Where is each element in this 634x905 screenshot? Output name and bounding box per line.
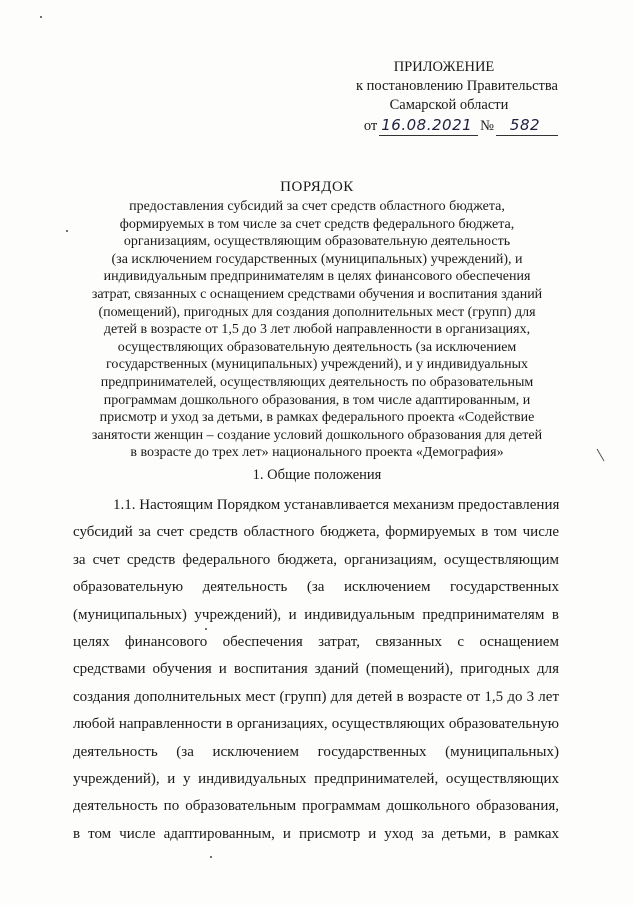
- section-heading: 1. Общие положения: [252, 467, 382, 483]
- handwritten-date: 16.08.2021: [379, 116, 478, 136]
- body-line: 1.1. Настоящим Порядком устанавливается механизм предоставления: [113, 497, 560, 513]
- body-line: создания дополнительных мест (групп) для детей в возрасте от 1,5 до 3 лет: [73, 688, 559, 705]
- body-line: деятельность (за исключением государственных (муниципальных): [73, 743, 559, 760]
- subtitle-line: предоставления субсидий за счет средств областного бюджета,: [129, 199, 505, 214]
- handwritten-number: 582: [496, 116, 558, 136]
- subtitle-line: осуществляющих образовательную деятельность (за исключением: [117, 339, 517, 355]
- appendix-resolution-line: к постановлению Правительства: [356, 78, 558, 94]
- subtitle-line: (помещений), пригодных для создания дополнительных мест (групп) для: [98, 304, 536, 320]
- appendix-heading: ПРИЛОЖЕНИЕ: [393, 59, 495, 75]
- appendix-region-line: Самарской области: [389, 97, 509, 113]
- body-line: целях финансового обеспечения затрат, связанных с оснащением: [73, 633, 559, 650]
- body-line: образовательную деятельность (за исключением государственных: [73, 579, 559, 596]
- scan-mark: [597, 449, 605, 462]
- body-line: средствами обучения и воспитания зданий (помещений), пригодных для: [73, 661, 559, 678]
- number-sign: №: [480, 118, 494, 134]
- appendix-header: [300, 58, 558, 136]
- subtitle-line: детей в возрасте от 1,5 до 3 лет любой направленности в организациях,: [103, 322, 531, 338]
- document-title-block: [60, 177, 574, 462]
- subtitle-line: индивидуальным предпринимателям в целях финансового обеспечения: [103, 269, 531, 285]
- scan-speck: [66, 230, 68, 232]
- body-line: учреждений), и у индивидуальных предпринимателей, осуществляющих: [73, 770, 559, 787]
- body-line: за счет средств федерального бюджета, организациям, осуществляющим: [73, 551, 559, 568]
- document-subtitle: [60, 198, 574, 462]
- subtitle-line: программам дошкольного образования, в том числе адаптированным, и: [103, 392, 531, 408]
- body-line: любой направленности в организациях, осуществляющих образовательную: [73, 716, 559, 733]
- date-prefix: от: [363, 118, 378, 134]
- scan-speck: [210, 856, 212, 858]
- subtitle-line: организациям, осуществляющим образовательную деятельность: [123, 234, 511, 250]
- scan-speck: [40, 16, 42, 18]
- subtitle-line: (за исключением государственных (муниципальных) учреждений), и: [111, 251, 523, 267]
- subtitle-line: государственных (муниципальных) учреждений), и у индивидуальных: [105, 357, 529, 373]
- subtitle-line: занятости женщин – создание условий дошкольного образования для детей: [91, 427, 543, 443]
- appendix-date-number-row: [300, 116, 558, 136]
- subtitle-line: в возрасте до трех лет» национального проекта «Демография»: [130, 445, 504, 461]
- body-paragraph: [73, 492, 559, 848]
- document-title: ПОРЯДОК: [280, 179, 354, 195]
- body-line: деятельность по образовательным программам дошкольного образования,: [73, 798, 559, 815]
- subtitle-line: предпринимателей, осуществляющих деятельность по образовательным: [100, 374, 534, 390]
- body-line: субсидий за счет средств областного бюджета, формируемых в том числе: [73, 524, 559, 541]
- body-line: (муниципальных) учреждений), и индивидуальным предпринимателям в: [73, 606, 559, 623]
- scan-speck: [205, 628, 207, 630]
- subtitle-line: формируемых в том числе за счет средств федерального бюджета,: [119, 216, 515, 232]
- subtitle-line: затрат, связанных с оснащением средствами обучения и воспитания зданий: [91, 286, 543, 302]
- body-line: в том числе адаптированным, и присмотр и уход за детьми, в рамках: [73, 825, 559, 842]
- subtitle-line: присмотр и уход за детьми, в рамках федерального проекта «Содействие: [99, 410, 535, 426]
